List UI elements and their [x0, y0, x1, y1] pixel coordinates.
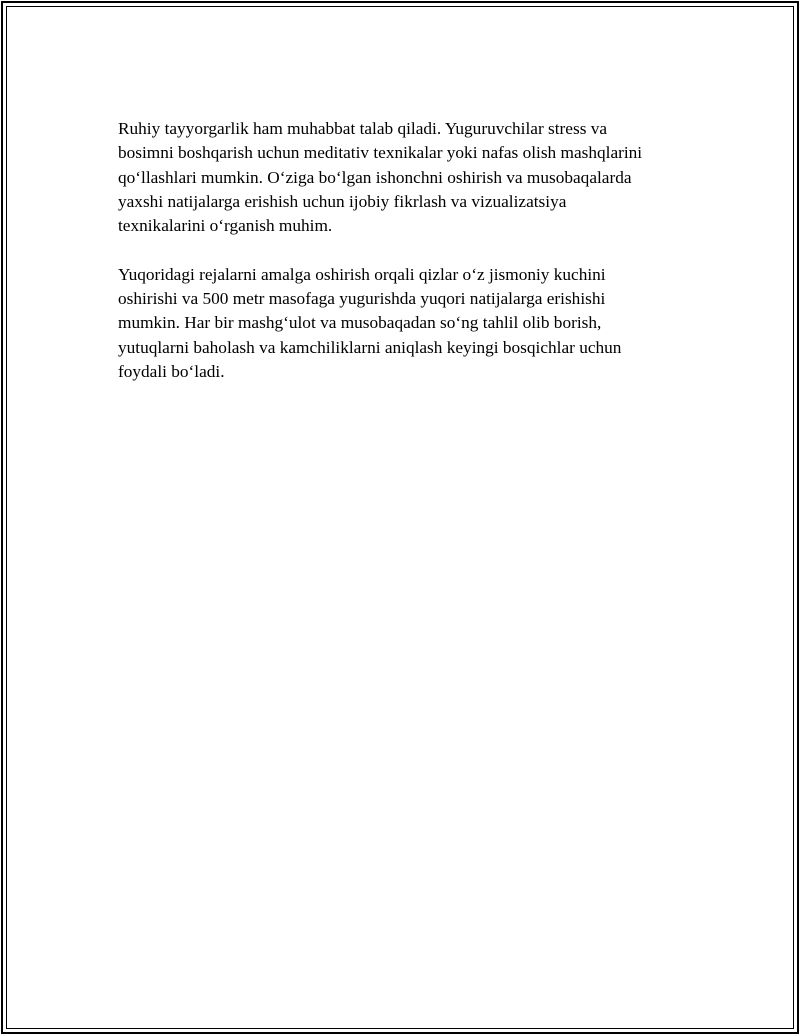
- paragraph-conclusion: Yuqoridagi rejalarni amalga oshirish orqali qizlar o‘z jismoniy kuchini oshirishi va 500 metr masofaga yugurishda yuqori natijalarga erishishi mumkin. Har bir mashg‘ulot va musobaqadan so‘ng tahlil olib borish, yutuqlarni baholash va kamchiliklarni aniqlash keyingi bosqichlar uchun foydali bo‘ladi.: [118, 264, 622, 381]
- paragraph-mental-preparation: Ruhiy tayyorgarlik ham muhabbat talab qiladi. Yuguruvchilar stress va bosimni boshqarish uchun meditativ texnikalar yoki nafas olish mashqlarini qo‘llashlari mumkin. O‘ziga bo‘lgan ishonchni oshirish va musobaqalarda yaxshi natijalarga erishish uchun ijobiy fikrlash va vizualizatsiya texnikalarini o‘rganish muhim.: [118, 119, 643, 236]
- document-body: [118, 117, 698, 409]
